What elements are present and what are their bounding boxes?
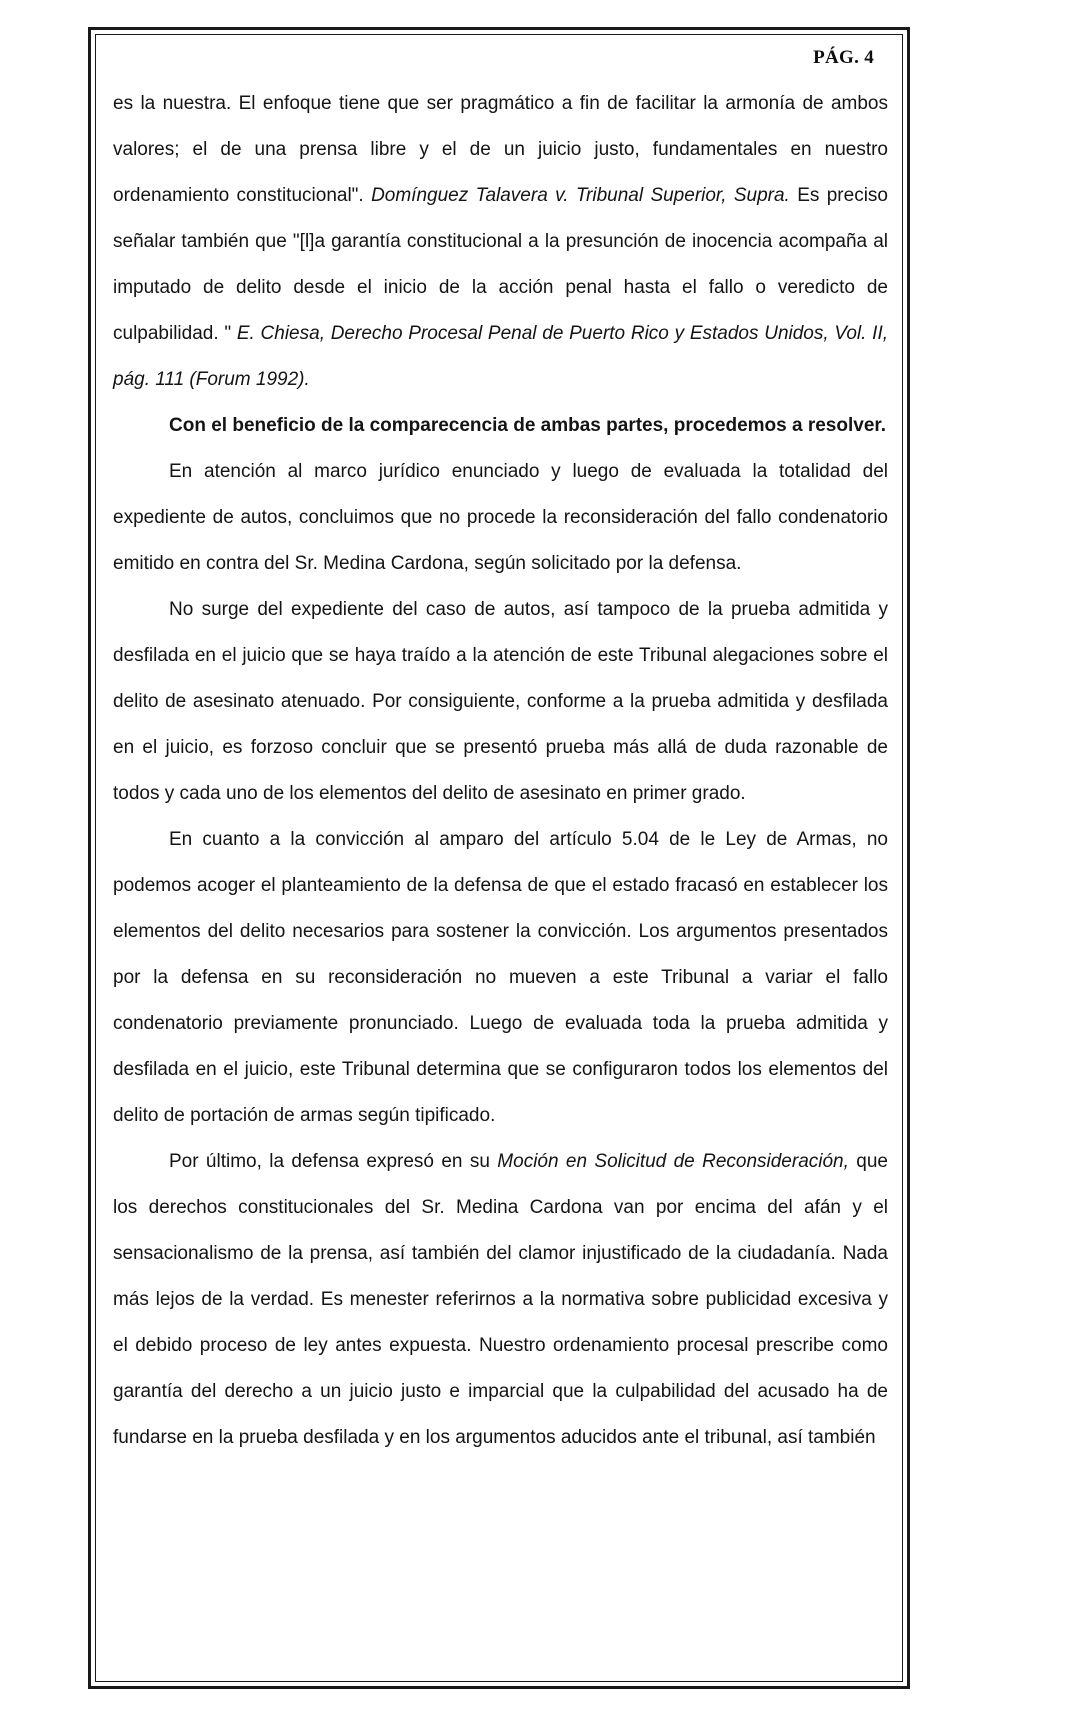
- body-text: En atención al marco jurídico enunciado y luego de evaluada la totalidad del expediente de autos, concluimos que no procede la reconsideración del fallo condenatorio emitido en contra del Sr. Medina Cardona, según solicitado por la defensa.: [113, 461, 888, 574]
- body-text: En cuanto a la convicción al amparo del artículo 5.04 de le Ley de Armas, no podemos acoger el planteamiento de la defensa de que el estado fracasó en establecer los elementos del delito necesarios para sostener la convicción. Los argumentos presentados por la defensa en su reconsideración no mueven a este Tribunal a variar el fallo condenatorio previamente pronunciado. Luego de evaluada toda la prueba admitida y desfilada en el juicio, este Tribunal determina que se configuraron todos los elementos del delito de portación de armas según tipificado.: [113, 829, 888, 1126]
- body-text: es la nuestra. El enfoque tiene que ser pragmático a fin de facilitar la armonía de ambos valores; el de una prensa libre y el de un juicio justo, fundamentales en nuestro ordenamiento constitucional".: [113, 93, 888, 206]
- citation-italic-text: Moción en Solicitud de Reconsideración,: [497, 1151, 849, 1172]
- body-text: Por último, la defensa expresó en su: [169, 1151, 498, 1172]
- document-body: [113, 81, 888, 1461]
- paragraph-continuation-citation: [113, 81, 888, 403]
- page-border-frame: [88, 27, 910, 1689]
- body-text: Es preciso señalar también que "[l]a garantía constitucional a la presunción de inocencia acompaña al imputado de delito desde el inicio de la acción penal hasta el fallo o veredicto de culpabilidad. ": [113, 185, 888, 344]
- paragraph-asesinato: [113, 587, 888, 817]
- paragraph-publicidad: [113, 1139, 888, 1461]
- page-number: PÁG. 4: [813, 47, 874, 68]
- citation-italic-text: Domínguez Talavera v. Tribunal Superior, Supra.: [371, 185, 790, 206]
- citation-italic-text: E. Chiesa, Derecho Procesal Penal de Puerto Rico y Estados Unidos, Vol. II, pág. 111 (Forum 1992).: [113, 323, 888, 390]
- paragraph-ley-de-armas: [113, 817, 888, 1139]
- page-inner-border: [95, 34, 903, 1682]
- body-text: No surge del expediente del caso de autos, así tampoco de la prueba admitida y desfilada en el juicio que se haya traído a la atención de este Tribunal alegaciones sobre el delito de asesinato atenuado. Por consiguiente, conforme a la prueba admitida y desfilada en el juicio, es forzoso concluir que se presentó prueba más allá de duda razonable de todos y cada uno de los elementos del delito de asesinato en primer grado.: [113, 599, 888, 804]
- paragraph-conclusion-reconsideration: [113, 449, 888, 587]
- paragraph-resolution-statement: [113, 403, 888, 449]
- body-text: que los derechos constitucionales del Sr. Medina Cardona van por encima del afán y el sensacionalismo de la prensa, así también del clamor injustificado de la ciudadanía. Nada más lejos de la verdad. Es menester referirnos a la normativa sobre publicidad excesiva y el debido proceso de ley antes expuesta. Nuestro ordenamiento procesal prescribe como garantía del derecho a un juicio justo e imparcial que la culpabilidad del acusado ha de fundarse en la prueba desfilada y en los argumentos aducidos ante el tribunal, así también: [113, 1151, 888, 1448]
- body-text: Con el beneficio de la comparecencia de ambas partes, procedemos a resolver.: [169, 415, 887, 436]
